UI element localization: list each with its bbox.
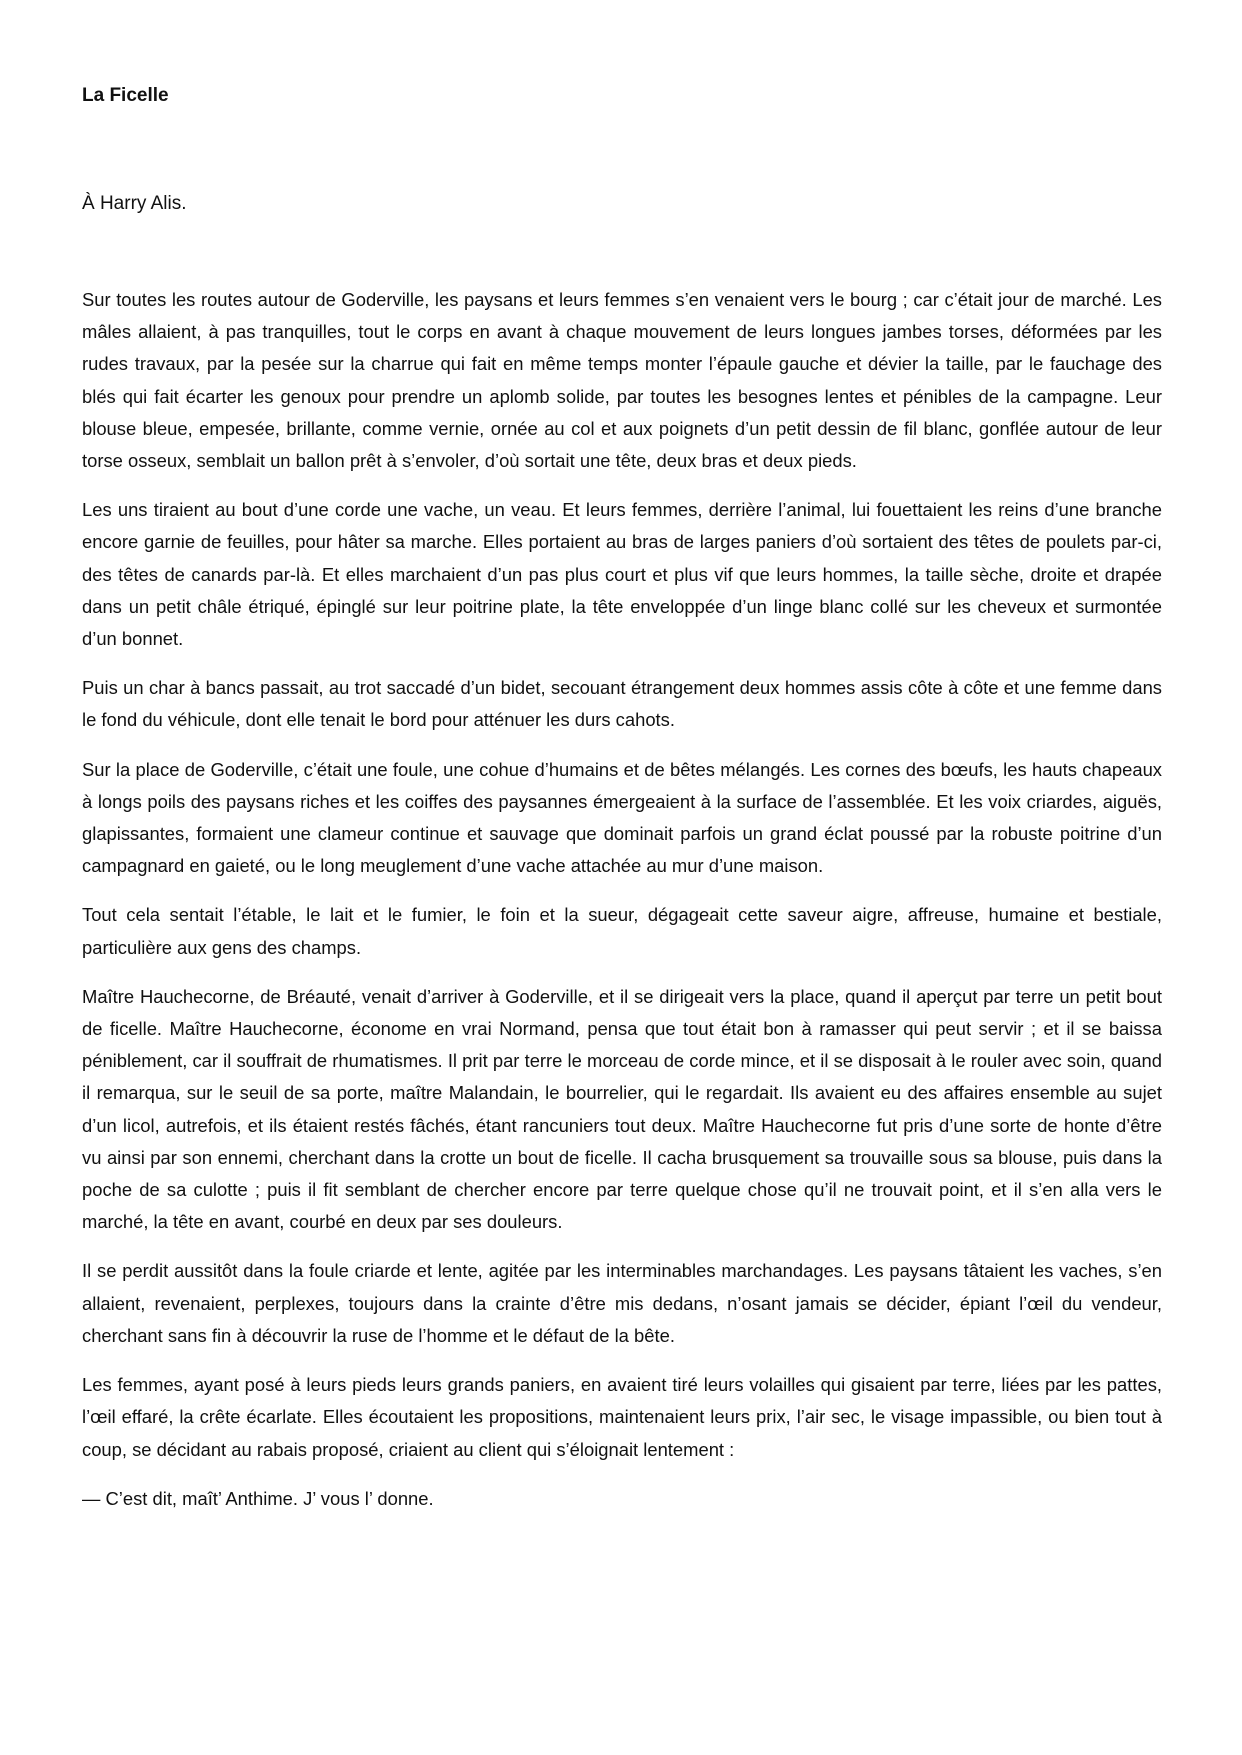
dedication: À Harry Alis. (82, 193, 187, 214)
paragraph-2: Les uns tiraient au bout d’une corde une vache, un veau. Et leurs femmes, derrière l’animal, lui fouettaient les reins d’une branche encore garnie de feuilles, pour hâter sa marche. Elles portaient au bras de larges paniers d’où sortaient des têtes de poulets par-ci, des têtes de canards par-là. Et elles marchaient d’un pas plus court et plus vif que leurs hommes, la taille sèche, droite et drapée dans un petit châle étriqué, épinglé sur leur poitrine plate, la tête enveloppée d’un linge blanc collé sur les cheveux et surmontée d’un bonnet. (82, 499, 1162, 650)
paragraph-7: Il se perdit aussitôt dans la foule criarde et lente, agitée par les interminables marchandages. Les paysans tâtaient les vaches, s’en allaient, revenaient, perplexes, toujours dans la crainte d’être mis dedans, n’osant jamais se décider, épiant l’œil du vendeur, cherchant sans fin à découvrir la ruse de l’homme et le défaut de la bête. (82, 1260, 1162, 1346)
paragraph-8: Les femmes, ayant posé à leurs pieds leurs grands paniers, en avaient tiré leurs volailles qui gisaient par terre, liées par les pattes, l’œil effaré, la crête écarlate. Elles écoutaient les propositions, maintenaient leurs prix, l’air sec, le visage impassible, ou bien tout à coup, se décidant au rabais proposé, criaient au client qui s’éloignait lentement : (82, 1374, 1162, 1460)
document-title: La Ficelle (82, 85, 169, 106)
paragraph-6: Maître Hauchecorne, de Bréauté, venait d’arriver à Goderville, et il se dirigeait vers la place, quand il aperçut par terre un petit bout de ficelle. Maître Hauchecorne, économe en vrai Normand, pensa que tout était bon à ramasser qui peut servir ; et il se baissa péniblement, car il souffrait de rhumatismes. Il prit par terre le morceau de corde mince, et il se disposait à le rouler avec soin, quand il remarqua, sur le seuil de sa porte, maître Malandain, le bourrelier, qui le regardait. Ils avaient eu des affaires ensemble au sujet d’un licol, autrefois, et ils étaient restés fâchés, étant rancuniers tout deux. Maître Hauchecorne fut pris d’une sorte de honte d’être vu ainsi par son ennemi, cherchant dans la crotte un bout de ficelle. Il cacha brusquement sa trouvaille sous sa blouse, puis dans la poche de sa culotte ; puis il fit semblant de chercher encore par terre quelque chose qu’il ne trouvait point, et il s’en alla vers le marché, la tête en avant, courbé en deux par ses douleurs. (82, 985, 1162, 1233)
paragraph-3: Puis un char à bancs passait, au trot saccadé d’un bidet, secouant étrangement deux hommes assis côte à côte et une femme dans le fond du véhicule, dont elle tenait le bord pour atténuer les durs cahots. (82, 677, 1162, 731)
paragraph-5: Tout cela sentait l’étable, le lait et le fumier, le foin et la sueur, dégageait cette saveur aigre, affreuse, humaine et bestiale, particulière aux gens des champs. (82, 904, 1162, 958)
document-page (82, 0, 1162, 1755)
paragraph-1: Sur toutes les routes autour de Goderville, les paysans et leurs femmes s’en venaient vers le bourg ; car c’était jour de marché. Les mâles allaient, à pas tranquilles, tout le corps en avant à chaque mouvement de leurs longues jambes torses, déformées par les rudes travaux, par la pesée sur la charrue qui fait en même temps monter l’épaule gauche et dévier la taille, par le fauchage des blés qui fait écarter les genoux pour prendre un aplomb solide, par toutes les besognes lentes et pénibles de la campagne. Leur blouse bleue, empesée, brillante, comme vernie, ornée au col et aux poignets d’un petit dessin de fil blanc, gonflée autour de leur torse osseux, semblait un ballon prêt à s’envoler, d’où sortait une tête, deux bras et deux pieds. (82, 289, 1162, 472)
paragraph-9: — C’est dit, maît’ Anthime. J’ vous l’ donne. (82, 1487, 434, 1509)
paragraph-4: Sur la place de Goderville, c’était une foule, une cohue d’humains et de bêtes mélangés. Les cornes des bœufs, les hauts chapeaux à longs poils des paysans riches et les coiffes des paysannes émergeaient à la surface de l’assemblée. Et les voix criardes, aiguës, glapissantes, formaient une clameur continue et sauvage que dominait parfois un grand éclat poussé par la robuste poitrine d’un campagnard en gaieté, ou le long meuglement d’une vache attachée au mur d’une maison. (82, 758, 1162, 877)
document-body (82, 284, 1162, 1532)
